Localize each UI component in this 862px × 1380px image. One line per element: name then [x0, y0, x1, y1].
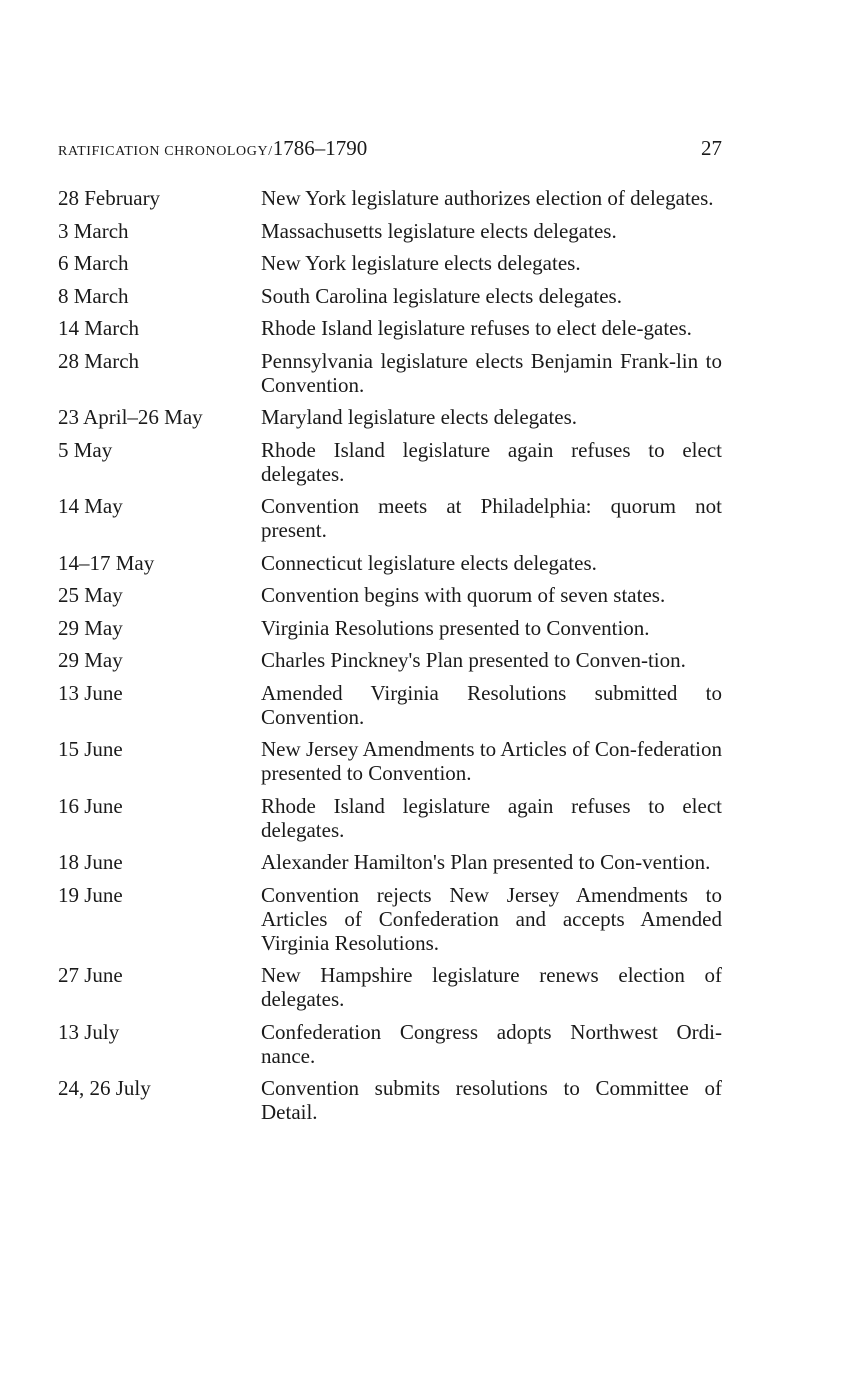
entry-description: Massachusetts legislature elects delegates. [261, 218, 617, 243]
chronology-entry [58, 583, 722, 607]
running-title [58, 136, 367, 161]
entry-date: 19 June [58, 882, 123, 907]
chronology-entry [58, 349, 722, 397]
chronology-entry [58, 316, 722, 340]
running-head [58, 136, 722, 166]
chronology-entry [58, 1076, 722, 1124]
entry-date: 25 May [58, 583, 123, 607]
chronology-entry [58, 284, 722, 308]
entry-date: 13 July [58, 1019, 120, 1044]
entry-description: Connecticut legislature elects delegates. [261, 550, 597, 575]
chronology-entry [58, 850, 722, 874]
entry-date: 3 March [58, 218, 129, 243]
entry-date: 5 May [58, 437, 113, 462]
entry-description: South Carolina legislature elects delegates. [261, 283, 622, 308]
entry-description: New Jersey Amendments to Articles of Con-federation presented to Convention. [261, 737, 722, 785]
entry-date: 18 June [58, 850, 123, 874]
entry-date: 23 April–26 May [58, 405, 203, 429]
entry-description: New Hampshire legislature renews election of delegates. [261, 963, 722, 1011]
running-title-text: RATIFICATION CHRONOLOGY/ [58, 144, 273, 159]
entry-date: 28 February [58, 186, 161, 210]
chronology-entry [58, 883, 722, 955]
entry-description: Alexander Hamilton's Plan presented to Con-vention. [261, 850, 711, 874]
page-number: 27 [701, 136, 722, 160]
chronology-entry [58, 1020, 722, 1068]
entry-description: Rhode Island legislature refuses to elect dele-gates. [261, 316, 692, 340]
entry-description: New York legislature authorizes election of delegates. [261, 186, 714, 210]
chronology-entry [58, 963, 722, 1011]
chronology-entry [58, 405, 722, 429]
chronology-entry [58, 737, 722, 785]
chronology-entry [58, 186, 722, 210]
entry-date: 14–17 May [58, 550, 155, 575]
chronology-entry [58, 681, 722, 729]
entry-date: 28 March [58, 348, 140, 373]
entry-date: 27 June [58, 963, 123, 987]
entry-description: Maryland legislature elects delegates. [261, 405, 578, 429]
entry-description: Pennsylvania legislature elects Benjamin Frank-lin to Convention. [261, 348, 722, 397]
chronology-entry [58, 251, 722, 275]
entry-date: 29 May [58, 615, 123, 640]
chronology-entry [58, 438, 722, 486]
entry-description: Rhode Island legislature again refuses to elect delegates. [261, 793, 722, 842]
chronology-entry [58, 616, 722, 640]
entry-date: 15 June [58, 737, 123, 761]
entry-description: Amended Virginia Resolutions submitted to Convention. [261, 680, 722, 729]
chronology-entry [58, 551, 722, 575]
chronology-entry [58, 494, 722, 542]
chronology-entry [58, 219, 722, 243]
entry-description: Virginia Resolutions presented to Convention. [261, 615, 650, 640]
entry-date: 6 March [58, 251, 129, 275]
entry-date: 24, 26 July [58, 1076, 151, 1100]
entry-date: 13 June [58, 680, 123, 705]
entry-date: 16 June [58, 793, 123, 818]
entry-description: Convention begins with quorum of seven states. [261, 583, 666, 607]
entry-date: 29 May [58, 648, 123, 672]
entry-description: Convention submits resolutions to Committee of Detail. [261, 1076, 722, 1124]
entry-date: 8 March [58, 283, 129, 308]
chronology-entry [58, 794, 722, 842]
entry-description: Rhode Island legislature again refuses to elect delegates. [261, 437, 722, 486]
running-title-years: 1786–1790 [272, 136, 368, 160]
entry-description: Convention meets at Philadelphia: quorum not present. [261, 494, 722, 542]
chronology-entry [58, 648, 722, 672]
entry-description: Confederation Congress adopts Northwest Ordi-nance. [261, 1019, 722, 1068]
entry-description: Convention rejects New Jersey Amendments to Articles of Confederation and accepts Amended Virginia Resolutions. [261, 882, 722, 955]
entry-description: New York legislature elects delegates. [261, 251, 581, 275]
entry-date: 14 March [58, 316, 140, 340]
entry-description: Charles Pinckney's Plan presented to Conven-tion. [261, 648, 686, 672]
entry-date: 14 May [58, 494, 123, 518]
chronology-list [58, 186, 722, 1133]
